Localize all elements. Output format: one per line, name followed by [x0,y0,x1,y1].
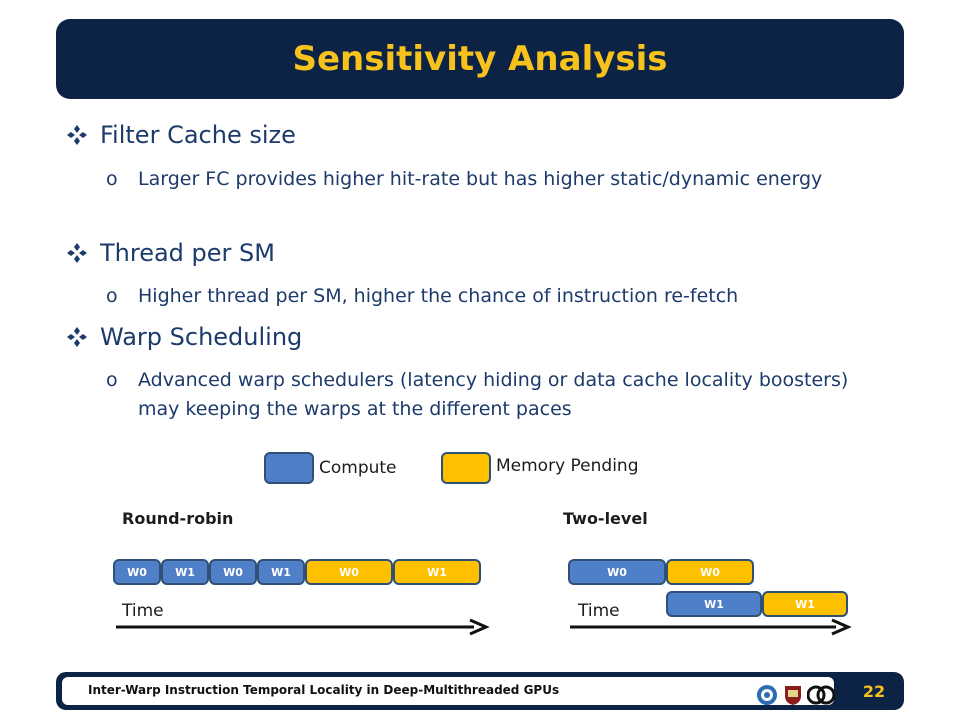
legend-compute-label: Compute [319,458,397,478]
university-logo-icon [756,684,778,706]
footer-bar [56,672,904,710]
title-bar [56,19,904,99]
legend-compute-swatch [264,452,314,484]
sub-bullet-marker: o [106,369,118,391]
two-level-time-arrow [566,618,856,636]
bullet-heading: Thread per SM [100,239,275,267]
sub-bullet-text: Higher thread per SM, higher the chance of instruction re-fetch [138,285,739,307]
round-robin-segment-w1-compute: W1 [161,559,209,585]
round-robin-segment-w0-compute: W0 [113,559,161,585]
sub-bullet-marker: o [106,168,118,190]
diamond-bullet-icon [66,326,88,348]
page-number: 22 [862,681,886,701]
crest-logo-icon [782,684,804,706]
sub-bullet-text: Advanced warp schedulers (latency hiding or data cache locality boosters) may keeping the warps at the different paces [138,369,849,420]
two-level-segment-w1-memory: W1 [762,591,848,617]
bullet-heading: Warp Scheduling [100,323,303,351]
bullet-warp-scheduling [66,323,302,351]
sub-bullet-text: Larger FC provides higher hit-rate but has higher static/dynamic energy [138,168,823,190]
slide-title: Sensitivity Analysis [292,39,668,79]
round-robin-segment-w1-memory: W1 [393,559,481,585]
legend-memory-label: Memory Pending [496,456,639,476]
sub-bullet-marker: o [106,285,118,307]
diamond-bullet-icon [66,242,88,264]
two-level-segment-w0-memory: W0 [666,559,754,585]
round-robin-segment-w1-compute: W1 [257,559,305,585]
round-robin-time-label: Time [122,601,164,621]
diamond-bullet-icon [66,124,88,146]
bullet-heading: Filter Cache size [100,121,296,149]
footer-title: Inter-Warp Instruction Temporal Locality in Deep-Multithreaded GPUs [88,683,560,697]
two-level-segment-w0-compute: W0 [568,559,666,585]
two-level-segment-w1-compute: W1 [666,591,762,617]
round-robin-segment-w0-compute: W0 [209,559,257,585]
institute-logo-icon [807,684,835,706]
round-robin-time-arrow [112,618,492,636]
bullet-filter-cache [66,121,296,149]
footer-panel [62,677,834,705]
two-level-label: Two-level [563,509,648,528]
legend-memory-swatch [441,452,491,484]
round-robin-segment-w0-memory: W0 [305,559,393,585]
round-robin-label: Round-robin [122,509,234,528]
bullet-thread-per-sm [66,239,275,267]
two-level-time-label: Time [578,601,620,621]
